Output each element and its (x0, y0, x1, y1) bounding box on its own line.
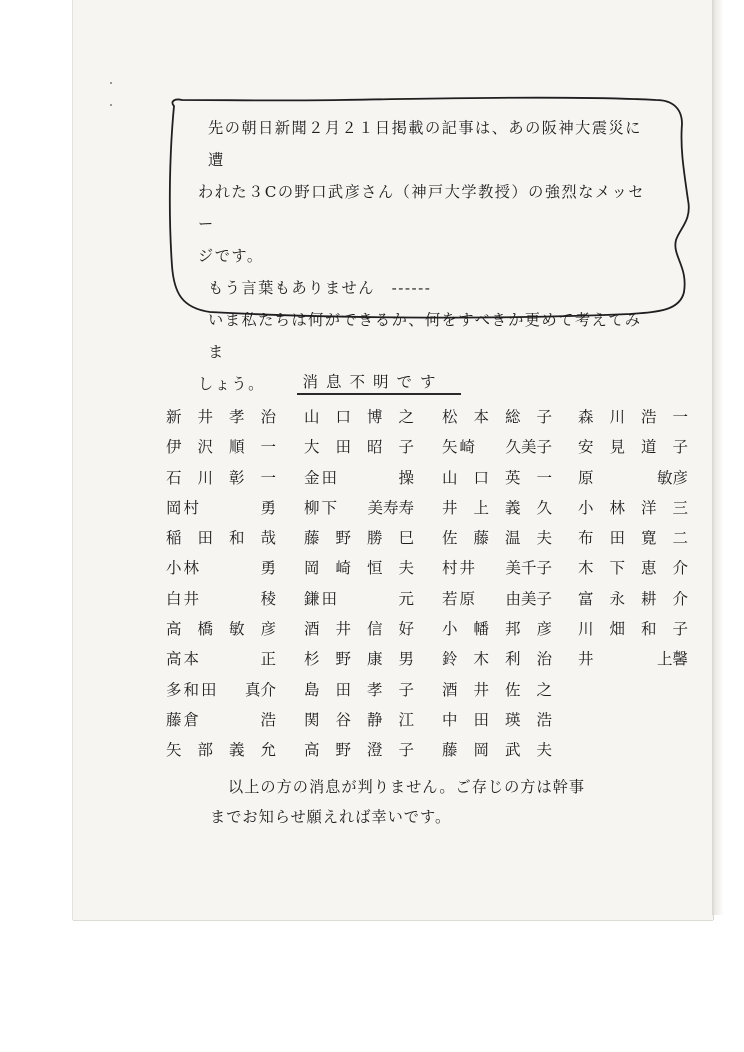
missing-person-name (578, 432, 688, 462)
family-name: 岡村 (166, 498, 202, 517)
name-char: 子 (536, 408, 552, 426)
title-underline (297, 393, 461, 395)
name-char: 崎 (335, 559, 351, 578)
name-char: 静 (366, 710, 383, 729)
given-name: 浩 (260, 710, 276, 729)
name-char: 高 (304, 741, 320, 760)
name-char: 部 (197, 741, 213, 760)
missing-person-name (166, 675, 276, 705)
missing-person-name (304, 432, 414, 462)
name-char: 浩 (640, 408, 657, 426)
name-char: 博 (366, 408, 383, 426)
name-char: 大 (304, 438, 320, 457)
name-char: 布 (578, 529, 594, 548)
name-char: 耕 (640, 589, 657, 608)
missing-person-name (442, 432, 552, 462)
given-name: 美寿寿 (367, 498, 414, 517)
missing-person-name (166, 584, 276, 614)
name-char: 和 (640, 620, 657, 639)
name-char: 子 (672, 438, 688, 457)
missing-person-name (166, 644, 276, 674)
name-char: 子 (398, 438, 414, 457)
name-char: 浩 (536, 710, 552, 729)
family-name: 原 (578, 468, 594, 487)
name-char: 武 (504, 741, 521, 760)
intro-line: われた３Cの野口武彦さん（神戸大学教授）の強烈なメッセー (198, 183, 645, 233)
name-char: 義 (228, 741, 245, 760)
name-char: 允 (260, 741, 276, 760)
name-char: 寛 (640, 529, 657, 548)
name-char: 沢 (197, 438, 213, 457)
name-char: 二 (672, 529, 688, 548)
family-name: 多和田 (166, 680, 219, 699)
name-char: 井 (335, 620, 351, 639)
family-name: 鎌田 (304, 589, 340, 608)
names-column-4 (578, 402, 688, 675)
name-char: 杉 (304, 650, 320, 669)
name-char: 夫 (398, 559, 414, 578)
given-name: 美千子 (505, 559, 552, 578)
name-char: 敏 (228, 620, 245, 639)
given-name: 勇 (260, 559, 276, 578)
family-name: 若原 (442, 589, 478, 608)
name-char: 鈴 (442, 650, 458, 669)
missing-person-name (442, 523, 552, 553)
name-char: 昭 (366, 438, 383, 457)
missing-person-name (578, 553, 688, 583)
family-name: 柳下 (304, 498, 340, 517)
name-char: 藤 (304, 529, 320, 548)
name-char: 邦 (504, 620, 521, 639)
name-char: 小 (442, 620, 458, 639)
given-name: 真介 (244, 680, 276, 699)
name-char: 治 (260, 408, 276, 426)
name-char: 野 (335, 741, 351, 760)
name-char: 岡 (473, 741, 489, 760)
name-char: 巳 (398, 529, 414, 548)
name-char: 田 (473, 710, 489, 729)
name-char: 好 (398, 620, 414, 639)
missing-person-name (442, 614, 552, 644)
name-char: 洋 (640, 498, 657, 517)
missing-person-name (442, 493, 552, 523)
name-char: 男 (398, 650, 414, 669)
name-char: 和 (228, 529, 245, 548)
missing-person-name (304, 644, 414, 674)
name-char: 英 (504, 468, 521, 487)
name-char: 藤 (473, 529, 489, 548)
name-char: 野 (335, 650, 351, 669)
name-char: 孝 (366, 680, 383, 699)
name-char: 稲 (166, 529, 182, 548)
name-char: 木 (473, 650, 489, 669)
name-char: 口 (335, 408, 351, 426)
given-name: 元 (398, 589, 414, 608)
name-char: 本 (473, 408, 489, 426)
name-char: 幡 (473, 620, 489, 639)
missing-person-name (304, 553, 414, 583)
name-char: 田 (609, 529, 625, 548)
missing-person-name (166, 463, 276, 493)
family-name: 村井 (442, 559, 478, 578)
intro-line: 先の朝日新聞２月２１日掲載の記事は、あの阪神大震災に遭 (208, 119, 642, 169)
missing-person-name (442, 735, 552, 765)
name-char: 澄 (366, 741, 383, 760)
name-char: 酒 (442, 680, 458, 699)
name-char: 見 (609, 438, 625, 457)
name-char: 一 (536, 468, 552, 487)
name-char: 川 (578, 620, 594, 639)
name-char: 橋 (197, 620, 213, 639)
name-char: 野 (335, 529, 351, 548)
name-char: 勝 (366, 529, 383, 548)
missing-person-name (578, 463, 688, 493)
name-char: 井 (442, 498, 458, 517)
missing-person-name (304, 675, 414, 705)
family-name: 高本 (166, 650, 202, 669)
given-name: 正 (260, 650, 276, 669)
missing-person-name (442, 584, 552, 614)
name-char: 川 (609, 408, 625, 426)
name-char: 関 (304, 710, 320, 729)
name-char: 三 (672, 498, 688, 517)
name-char: 田 (335, 680, 351, 699)
missing-person-name (166, 553, 276, 583)
name-char: 石 (166, 468, 182, 487)
name-char: 高 (166, 620, 182, 639)
given-name: 勇 (260, 498, 276, 517)
name-char: 瑛 (504, 710, 521, 729)
missing-person-name (304, 402, 414, 432)
name-char: 井 (197, 408, 213, 426)
missing-person-name (166, 614, 276, 644)
given-name: 稜 (260, 589, 276, 608)
missing-person-name (578, 402, 688, 432)
name-char: 哉 (260, 529, 276, 548)
name-char: 子 (398, 680, 414, 699)
missing-person-name (578, 644, 688, 674)
given-name: 操 (398, 468, 414, 487)
name-char: 森 (578, 408, 594, 426)
name-char: 介 (672, 559, 688, 578)
name-char: 義 (504, 498, 521, 517)
name-char: 島 (304, 680, 320, 699)
given-name: 久美子 (505, 438, 552, 457)
missing-person-name (442, 553, 552, 583)
name-char: 山 (442, 468, 458, 487)
name-char: 伊 (166, 438, 182, 457)
missing-person-name (304, 463, 414, 493)
family-name: 金田 (304, 468, 340, 487)
family-name: 矢崎 (442, 438, 478, 457)
name-char: 小 (578, 498, 594, 517)
name-char: 田 (335, 438, 351, 457)
missing-names-table (166, 402, 688, 760)
name-char: 林 (609, 498, 625, 517)
name-char: 下 (609, 559, 625, 578)
name-char: 中 (442, 710, 458, 729)
name-char: 一 (260, 438, 276, 457)
missing-person-name (578, 523, 688, 553)
missing-person-name (304, 584, 414, 614)
name-char: 孝 (228, 408, 245, 426)
names-column-1 (166, 402, 276, 766)
names-column-2 (304, 402, 414, 766)
name-char: 彰 (228, 468, 245, 487)
intro-line: ジです。 (198, 247, 264, 265)
name-char: 木 (578, 559, 594, 578)
name-char: 井 (473, 680, 489, 699)
name-char: 藤 (442, 741, 458, 760)
name-char: 江 (398, 710, 414, 729)
missing-person-name (166, 493, 276, 523)
name-char: 松 (442, 408, 458, 426)
closing-line: までお知らせ願えれば幸いです。 (210, 808, 452, 826)
missing-list-title: 消息不明です (302, 373, 444, 391)
missing-person-name (166, 705, 276, 735)
name-char: 夫 (536, 741, 552, 760)
name-char: 谷 (335, 710, 351, 729)
family-name: 藤倉 (166, 710, 202, 729)
name-char: 安 (578, 438, 594, 457)
name-char: 畑 (609, 620, 625, 639)
name-char: 彦 (260, 620, 276, 639)
name-char: 川 (197, 468, 213, 487)
family-name: 小林 (166, 559, 202, 578)
name-char: 新 (166, 408, 182, 426)
given-name: 敏彦 (656, 468, 688, 487)
name-char: 久 (536, 498, 552, 517)
name-char: 彦 (536, 620, 552, 639)
missing-person-name (442, 705, 552, 735)
missing-person-name (304, 735, 414, 765)
name-char: 子 (398, 741, 414, 760)
name-char: 温 (504, 529, 521, 548)
name-char: 信 (366, 620, 383, 639)
intro-line: もう言葉もありません ------ (208, 279, 432, 297)
missing-person-name (166, 402, 276, 432)
missing-person-name (304, 614, 414, 644)
intro-line: しょう。 (198, 375, 265, 393)
paper-edge-shadow (712, 0, 732, 915)
given-name: 由美子 (505, 589, 552, 608)
name-char: 之 (536, 680, 552, 699)
missing-person-name (166, 735, 276, 765)
name-char: 介 (672, 589, 688, 608)
name-char: 田 (197, 529, 213, 548)
name-char: 矢 (166, 741, 182, 760)
intro-message (198, 112, 648, 400)
family-name: 井 (578, 650, 594, 669)
missing-person-name (166, 523, 276, 553)
name-char: 上 (473, 498, 489, 517)
name-char: 恵 (640, 559, 657, 578)
name-char: 利 (504, 650, 521, 669)
missing-person-name (304, 705, 414, 735)
missing-person-name (304, 493, 414, 523)
missing-person-name (442, 402, 552, 432)
family-name: 白井 (166, 589, 202, 608)
name-char: 道 (640, 438, 657, 457)
name-char: 子 (672, 620, 688, 639)
name-char: 佐 (442, 529, 458, 548)
name-char: 之 (398, 408, 414, 426)
name-char: 順 (228, 438, 245, 457)
name-char: 酒 (304, 620, 320, 639)
name-char: 夫 (536, 529, 552, 548)
missing-person-name (578, 584, 688, 614)
name-char: 一 (260, 468, 276, 487)
missing-person-name (578, 614, 688, 644)
name-char: 康 (366, 650, 383, 669)
name-char: 口 (473, 468, 489, 487)
name-char: 恒 (366, 559, 383, 578)
missing-person-name (442, 644, 552, 674)
name-char: 佐 (504, 680, 521, 699)
name-char: 山 (304, 408, 320, 426)
missing-person-name (442, 463, 552, 493)
name-char: 富 (578, 589, 594, 608)
missing-person-name (442, 675, 552, 705)
missing-person-name (578, 493, 688, 523)
closing-line: 以上の方の消息が判りません。ご存じの方は幹事 (228, 778, 586, 796)
name-char: 治 (536, 650, 552, 669)
name-char: 永 (609, 589, 625, 608)
name-char: 岡 (304, 559, 320, 578)
intro-line: いま私たちは何ができるか、何をすべきか更めて考えてみま (208, 311, 642, 361)
name-char: 一 (672, 408, 688, 426)
given-name: 上馨 (656, 650, 688, 669)
name-char: 総 (504, 408, 521, 426)
scan-dust-mark (110, 82, 112, 84)
scan-dust-mark (110, 104, 112, 106)
names-column-3 (442, 402, 552, 766)
missing-person-name (166, 432, 276, 462)
closing-note (210, 772, 610, 832)
missing-person-name (304, 523, 414, 553)
